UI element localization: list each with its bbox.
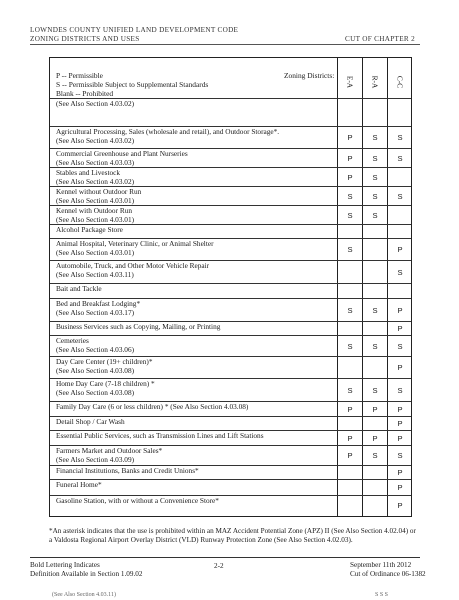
- land-use-cell: [56, 128, 316, 145]
- permission-cell: P: [397, 468, 403, 477]
- permission-cell: S: [397, 386, 403, 395]
- land-use-cell: [56, 207, 316, 224]
- land-use-name: Alcohol Package Store: [56, 225, 123, 234]
- land-use-cell: [56, 262, 316, 279]
- permission-cell: P: [397, 419, 403, 428]
- header-divider: [50, 98, 411, 99]
- table-row: [50, 321, 411, 335]
- land-use-name: Farmers Market and Outdoor Sales*: [56, 446, 163, 455]
- legend-special: S -- Permissible Subject to Supplemental Standards: [56, 80, 209, 89]
- land-use-name: Home Day Care (7-18 children) *: [56, 379, 155, 388]
- table-row: [50, 148, 411, 167]
- table-row: [50, 186, 411, 205]
- land-use-cell: [56, 285, 316, 294]
- land-use-name: Gasoline Station, with or without a Convenience Store*: [56, 496, 219, 505]
- land-use-name: Animal Hospital, Veterinary Clinic, or Animal Shelter: [56, 239, 214, 248]
- chapter-label: CUT OF CHAPTER 2: [345, 35, 415, 43]
- section-reference: (See Also Section 4.03.02): [56, 99, 135, 108]
- permission-cell: P: [397, 363, 403, 372]
- permission-cell: S: [372, 154, 378, 163]
- land-use-name: Kennel without Outdoor Run: [56, 187, 142, 196]
- section-reference: (See Also Section 4.03.08): [56, 387, 135, 397]
- permission-cell: P: [397, 483, 403, 492]
- footer-definition-note: Definition Available in Section 1.09.02: [30, 570, 143, 578]
- permission-cell: S: [397, 342, 403, 351]
- row-divider: [50, 479, 411, 480]
- section-reference: (See Also Section 4.03.08): [56, 365, 135, 375]
- permission-cell: P: [347, 154, 353, 163]
- land-use-name: Funeral Home*: [56, 480, 102, 489]
- land-use-name: Detail Shop / Car Wash: [56, 417, 125, 426]
- table-row: [50, 465, 411, 479]
- section-reference: (See Also Section 4.03.06): [56, 344, 135, 354]
- permission-cell: S: [372, 306, 378, 315]
- land-use-cell: [56, 481, 316, 490]
- row-divider: [50, 283, 411, 284]
- next-page-fragment-values: S S S: [375, 592, 389, 598]
- land-use-name: Bed and Breakfast Lodging*: [56, 299, 141, 308]
- section-reference: (See Also Section 4.03.09): [56, 454, 135, 464]
- permission-cell: S: [372, 211, 378, 220]
- section-reference: (See Also Section 4.03.03): [56, 157, 135, 167]
- land-use-cell: [56, 150, 316, 167]
- table-row: [50, 224, 411, 238]
- table-row: [50, 98, 411, 109]
- permission-cell: S: [372, 342, 378, 351]
- table-row: [50, 445, 411, 465]
- permission-cell: S: [372, 386, 378, 395]
- land-use-cell: [56, 188, 316, 205]
- document-subtitle: ZONING DISTRICTS AND USES: [30, 35, 140, 43]
- legend: [56, 71, 276, 98]
- permission-cell: S: [397, 192, 403, 201]
- permission-cell: P: [397, 434, 403, 443]
- next-page-fragment: (See Also Section 4.03.11): [52, 592, 116, 598]
- permission-cell: S: [372, 133, 378, 142]
- section-reference: (See Also Section 4.03.01): [56, 195, 135, 205]
- permission-cell: P: [372, 434, 378, 443]
- table-row: [50, 401, 411, 416]
- section-reference: (See Also Section 4.03.01): [56, 214, 135, 224]
- table-row: [50, 238, 411, 260]
- permission-cell: P: [397, 501, 403, 510]
- permission-cell: S: [347, 245, 353, 254]
- land-use-cell: [56, 447, 316, 464]
- land-use-name: Commercial Greenhouse and Plant Nurseries: [56, 149, 188, 158]
- permission-cell: P: [397, 324, 403, 333]
- land-use-name: Essential Public Services, such as Transmission Lines and Lift Stations: [56, 431, 264, 440]
- land-use-name: Stables and Livestock: [56, 168, 121, 177]
- table-row: [50, 260, 411, 283]
- table-row: [50, 167, 411, 186]
- legend-permitted: P -- Permissible: [56, 71, 103, 80]
- permission-cell: P: [397, 306, 403, 315]
- table-row: [50, 205, 411, 224]
- table-row: [50, 126, 411, 148]
- permission-cell: S: [372, 173, 378, 182]
- zoning-districts-label: Zoning Districts:: [284, 71, 335, 80]
- zoning-use-table: [49, 57, 412, 517]
- land-use-cell: [56, 403, 316, 412]
- land-use-cell: [56, 380, 316, 397]
- land-use-name: Business Services such as Copying, Mailing, or Printing: [56, 322, 221, 331]
- permission-cell: S: [347, 386, 353, 395]
- legend-prohibited: Blank -- Prohibited: [56, 89, 114, 98]
- permission-cell: S: [347, 211, 353, 220]
- permission-cell: P: [397, 245, 403, 254]
- column-header-ea: E-A: [345, 75, 355, 89]
- permission-cell: S: [372, 192, 378, 201]
- permission-cell: S: [397, 154, 403, 163]
- land-use-cell: [56, 337, 316, 354]
- land-use-name: Bait and Tackle: [56, 284, 102, 293]
- permission-cell: S: [347, 342, 353, 351]
- permission-cell: S: [347, 192, 353, 201]
- footer-rule: [30, 557, 420, 558]
- land-use-cell: [56, 323, 316, 332]
- row-divider: [50, 335, 411, 336]
- land-use-cell: [56, 300, 316, 317]
- permission-cell: S: [397, 451, 403, 460]
- land-use-cell: [56, 418, 316, 427]
- land-use-cell: [56, 226, 316, 235]
- permission-cell: P: [347, 451, 353, 460]
- section-reference: (See Also Section 4.03.02): [56, 176, 135, 186]
- table-row: [50, 356, 411, 378]
- table-row: [50, 335, 411, 356]
- permission-cell: P: [397, 405, 403, 414]
- header-rule: [30, 44, 420, 45]
- footer-ordinance: Cut of Ordinance 06-1382: [350, 570, 426, 578]
- column-header-cc: C-C: [395, 75, 405, 89]
- permission-cell: S: [397, 133, 403, 142]
- permission-cell: S: [397, 268, 403, 277]
- land-use-name: Family Day Care (6 or less children) * (See Also Section 4.03.08): [56, 402, 249, 411]
- permission-cell: S: [372, 451, 378, 460]
- section-reference: (See Also Section 4.03.17): [56, 307, 135, 317]
- table-row: [50, 378, 411, 401]
- permission-cell: P: [347, 133, 353, 142]
- land-use-name: Agricultural Processing, Sales (wholesale and retail), and Outdoor Storage*.: [56, 127, 280, 136]
- table-row: [50, 298, 411, 321]
- land-use-name: Kennel with Outdoor Run: [56, 206, 133, 215]
- land-use-name: Day Care Center (19+ children)*: [56, 357, 153, 366]
- section-reference: (See Also Section 4.03.11): [56, 269, 134, 279]
- footnote: *An asterisk indicates that the use is prohibited within an MAZ Accident Potential Zone (APZ) II (See Also Section 4.02.04) or a Valdosta Regional Airport Overlay District (VLD) Runway Protection Zone (See Also Section 4.02.03).: [49, 527, 416, 544]
- section-reference: (See Also Section 4.03.02): [56, 135, 135, 145]
- table-row: [50, 430, 411, 445]
- table-row: [50, 416, 411, 430]
- permission-cell: P: [347, 173, 353, 182]
- permission-cell: P: [347, 434, 353, 443]
- document-title: LOWNDES COUNTY UNIFIED LAND DEVELOPMENT CODE: [30, 26, 239, 34]
- land-use-name: Financial Institutions, Banks and Credit Unions*: [56, 466, 199, 475]
- permission-cell: P: [347, 405, 353, 414]
- land-use-cell: [56, 497, 316, 506]
- land-use-cell: [56, 467, 316, 476]
- page-number: 2-2: [214, 562, 224, 570]
- permission-cell: S: [347, 306, 353, 315]
- land-use-name: Cemeteries: [56, 336, 89, 345]
- table-row: [50, 479, 411, 495]
- column-header-ra: R-A: [370, 75, 380, 89]
- land-use-name: Automobile, Truck, and Other Motor Vehicle Repair: [56, 261, 210, 270]
- section-reference: (See Also Section 4.03.01): [56, 247, 135, 257]
- table-row: [50, 495, 411, 514]
- land-use-cell: [56, 358, 316, 375]
- land-use-cell: [56, 169, 316, 186]
- permission-cell: P: [372, 405, 378, 414]
- land-use-cell: [56, 432, 316, 441]
- table-row: [50, 283, 411, 298]
- footer-date: September 11th 2012: [350, 561, 412, 569]
- land-use-cell: [56, 100, 316, 109]
- footer-bold-note: Bold Lettering Indicates: [30, 561, 100, 569]
- land-use-cell: [56, 240, 316, 257]
